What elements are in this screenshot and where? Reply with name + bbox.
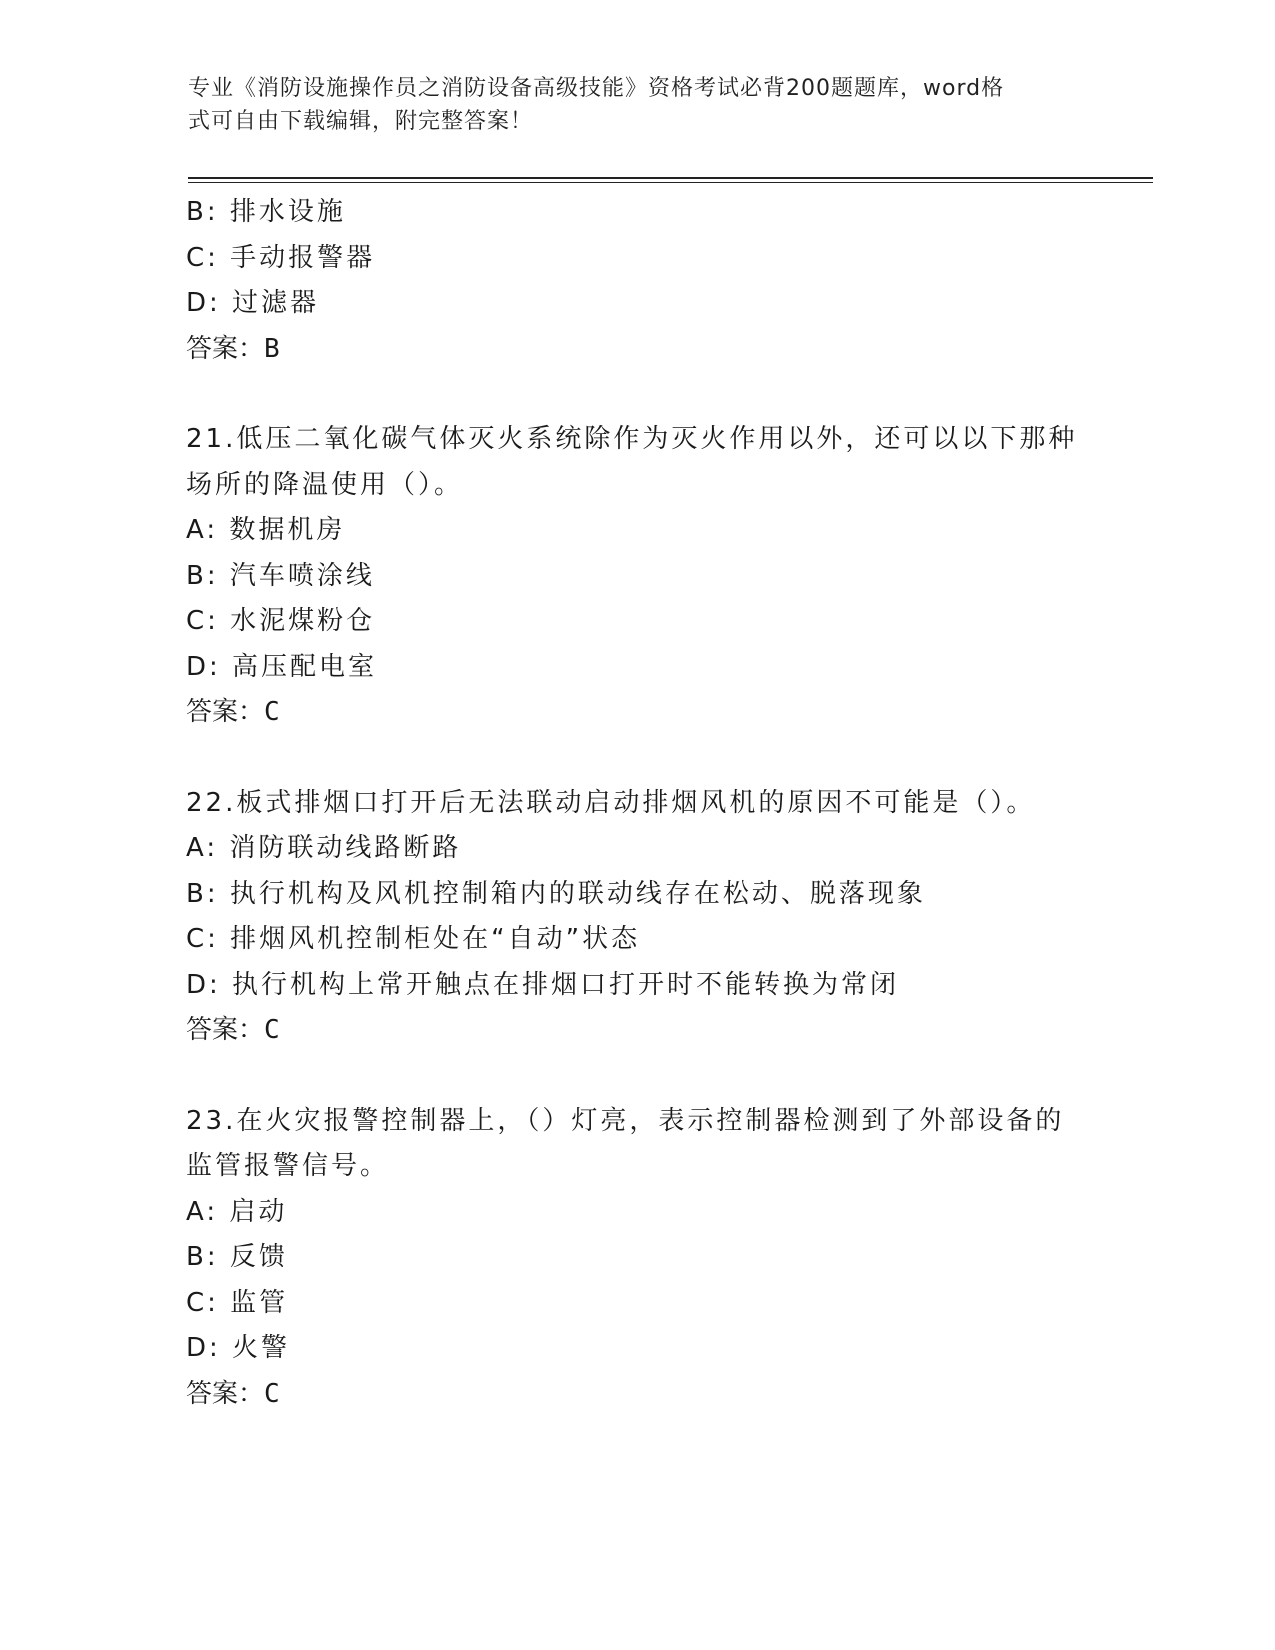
header-rule-thin xyxy=(188,182,1153,183)
prev-question-block xyxy=(186,190,1086,372)
option-c: C: 监管 xyxy=(186,1287,289,1318)
answer-line: 答案：C xyxy=(186,1378,280,1409)
option-d: D: 执行机构上常开触点在排烟口打开时不能转换为常闭 xyxy=(186,969,900,1000)
answer-line: 答案：C xyxy=(186,1015,280,1045)
answer-line: 答案：B xyxy=(186,333,280,364)
option-a: A: 数据机房 xyxy=(186,515,346,545)
option-d: D: 过滤器 xyxy=(186,288,320,318)
question-text-line: 22.板式排烟口打开后无法联动启动排烟风机的原因不可能是（）。 xyxy=(186,787,1036,818)
option-c: C: 手动报警器 xyxy=(186,242,376,273)
option-d: D: 高压配电室 xyxy=(186,651,378,682)
option-a: A: 消防联动线路断路 xyxy=(186,833,462,863)
question-text-line: 21.低压二氧化碳气体灭火系统除作为灭火作用以外，还可以以下那种 xyxy=(186,424,1078,454)
option-d: D: 火警 xyxy=(186,1333,291,1363)
page-header xyxy=(188,72,1068,138)
spacer xyxy=(186,736,1086,781)
option-b: B: 排水设施 xyxy=(186,197,346,227)
option-b: B: 汽车喷涂线 xyxy=(186,560,375,591)
header-line-2: 式可自由下载编辑，附完整答案！ xyxy=(188,109,534,134)
question-text-line: 场所的降温使用（）。 xyxy=(186,469,464,500)
question-23-block xyxy=(186,1099,1086,1418)
option-c: C: 水泥煤粉仓 xyxy=(186,606,376,636)
header-line-1: 专业《消防设施操作员之消防设备高级技能》资格考试必背200题题库，word格 xyxy=(188,76,1005,101)
spacer xyxy=(186,1054,1086,1099)
question-21-block xyxy=(186,417,1086,736)
header-rule-thick xyxy=(188,177,1153,179)
option-c: C: 排烟风机控制柜处在“自动”状态 xyxy=(186,924,641,954)
answer-line: 答案：C xyxy=(186,697,280,727)
option-b: B: 执行机构及风机控制箱内的联动线存在松动、脱落现象 xyxy=(186,878,926,909)
question-text-line: 23.在火灾报警控制器上，（）灯亮，表示控制器检测到了外部设备的 xyxy=(186,1105,1065,1136)
question-22-block xyxy=(186,781,1086,1054)
option-a: A: 启动 xyxy=(186,1196,288,1227)
spacer xyxy=(186,372,1086,417)
question-content xyxy=(186,190,1086,1417)
question-text-line: 监管报警信号。 xyxy=(186,1151,390,1181)
option-b: B: 反馈 xyxy=(186,1242,288,1272)
